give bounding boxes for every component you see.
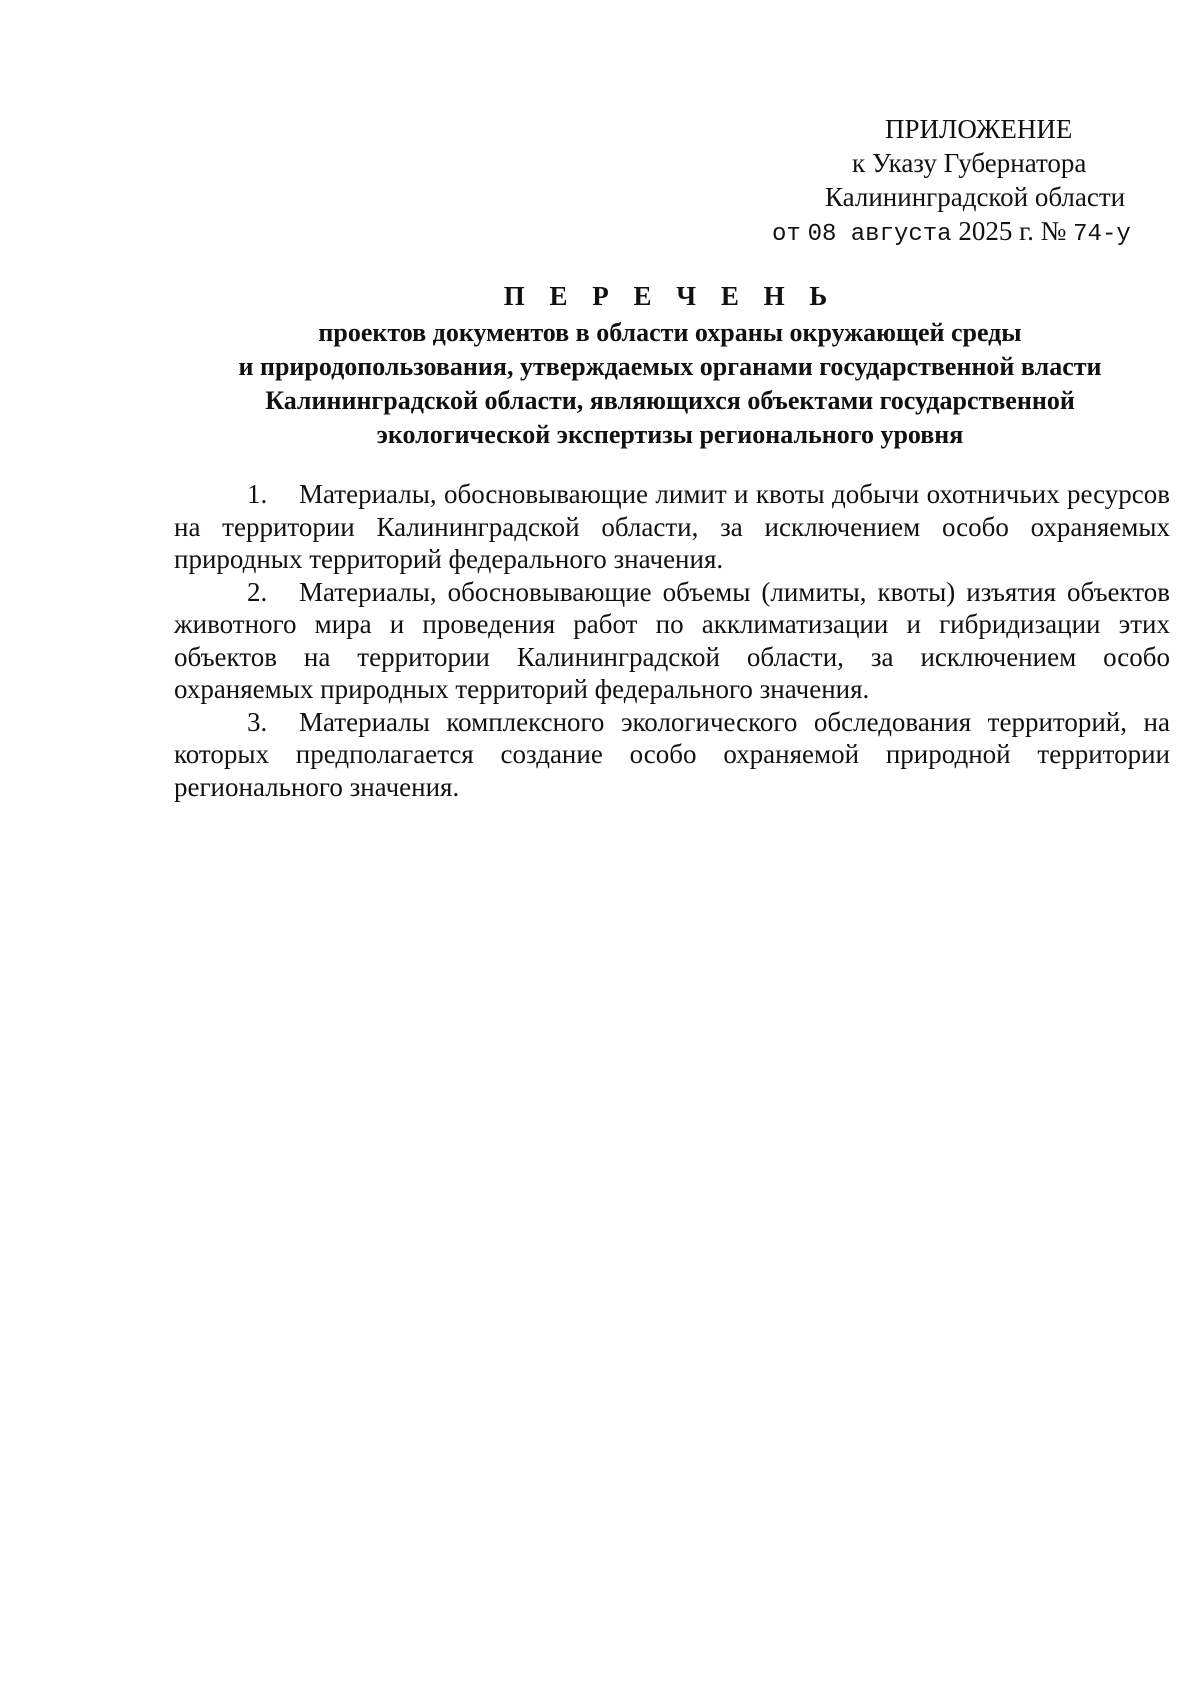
list-item <box>174 576 1170 706</box>
list-item-number: 3. <box>247 706 268 737</box>
number-sign: № <box>1040 216 1067 246</box>
list-body <box>174 478 1170 803</box>
appendix-block <box>700 112 1170 252</box>
appendix-heading: ПРИЛОЖЕНИЕ <box>885 114 1073 144</box>
decree-number: 74-у <box>1073 221 1131 248</box>
document-subtitle: проектов документов в области охраны окружающей среды и природопользования, утверждаемых органами государственной власти Калининградской области, являющихся объектами государственной экологической экспертизы регионального уровня <box>238 318 1102 449</box>
list-item-text: Материалы, обосновывающие объемы (лимиты, квоты) изъятия объектов животного мира и проведения работ по акклиматизации и гибридизации этих объектов на территории Калининградской области, за исключением особо охраняемых природных территорий федерального значения. <box>174 576 1170 704</box>
list-item-text: Материалы, обосновывающие лимит и квоты добычи охотничьих ресурсов на территории Калининградской области, за исключением особо охраняемых природных территорий федерального значения. <box>174 479 1170 574</box>
appendix-date-line <box>700 214 1170 252</box>
list-item <box>174 478 1170 576</box>
appendix-decree-ref: к Указу Губернатора <box>852 148 1087 178</box>
date-year: 2025 г. <box>958 216 1034 246</box>
appendix-region: Калининградской области <box>825 182 1126 212</box>
list-item-text: Материалы комплексного экологического обследования территорий, на которых предполагается создание особо охраняемой природной территории регионального значения. <box>174 706 1170 802</box>
list-item-number: 2. <box>247 576 268 607</box>
list-item <box>174 706 1170 804</box>
date-prefix: от <box>772 221 801 248</box>
title-block <box>170 276 1170 452</box>
list-item-number: 1. <box>247 479 268 509</box>
date-value: 08 августа <box>807 221 952 248</box>
document-title: П Е Р Е Ч Е Н Ь <box>503 281 837 311</box>
